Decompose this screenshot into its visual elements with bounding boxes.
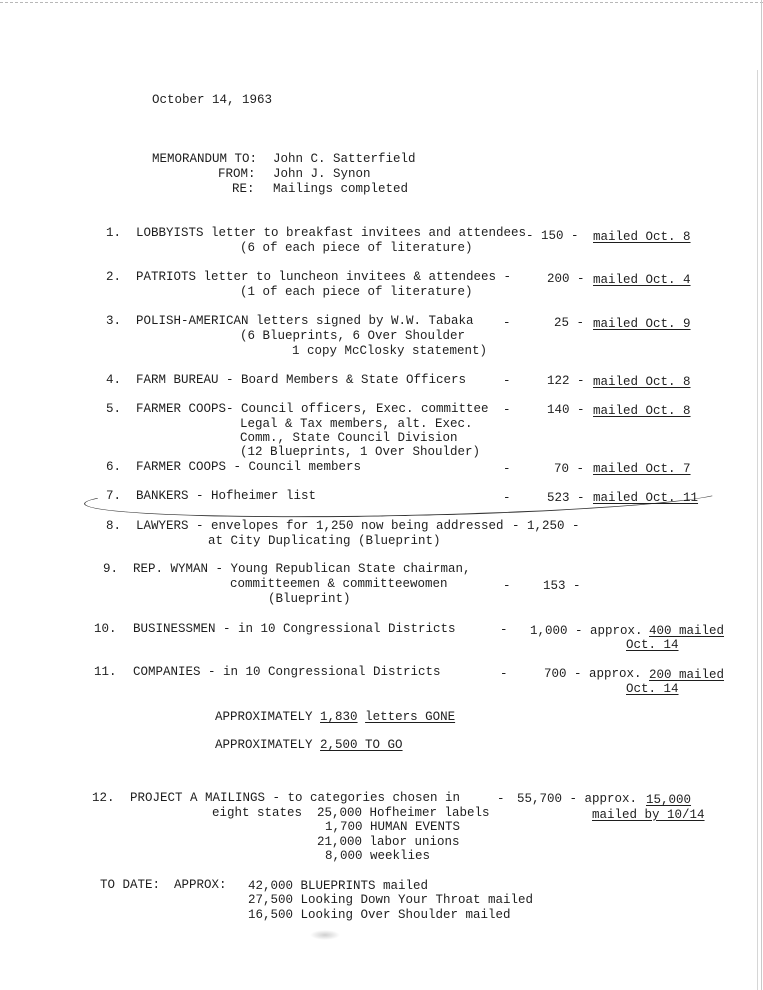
item-number: 10. xyxy=(94,622,117,636)
item-text: Comm., State Council Division xyxy=(240,431,458,445)
item-dash: - xyxy=(503,403,511,417)
item-dash: - xyxy=(503,462,511,476)
memo-from-label: FROM: xyxy=(218,167,256,181)
item-status-date: mailed by 10/14 xyxy=(592,808,705,822)
item-text: BUSINESSMEN - in 10 Congressional Districts xyxy=(133,622,456,636)
item-text: (1 of each piece of literature) xyxy=(240,285,473,299)
item-status: mailed Oct. 8 xyxy=(593,375,691,389)
item-number: 1. xyxy=(106,226,122,240)
summary-togo-value: 2,500 TO GO xyxy=(320,738,403,752)
item-number: 4. xyxy=(106,373,122,387)
item-text: LOBBYISTS letter to breakfast invitees and attendees xyxy=(136,226,527,240)
item-status-date: Oct. 14 xyxy=(626,682,679,696)
item-status: mailed Oct. 8 xyxy=(593,230,691,244)
summary-gone-suffix: letters GONE xyxy=(365,710,456,724)
item-dash: - xyxy=(503,374,511,388)
item-status: 15,000 xyxy=(646,793,692,807)
item-dash: - xyxy=(500,623,508,637)
item-count: 153 - xyxy=(543,579,581,593)
to-date-line: 27,500 Looking Down Your Throat mailed xyxy=(248,893,534,907)
item-text: POLISH-AMERICAN letters signed by W.W. Tabaka xyxy=(136,314,474,328)
item-text: REP. WYMAN - Young Republican State chairman, xyxy=(133,562,471,576)
summary-gone-prefix: APPROXIMATELY xyxy=(215,710,313,724)
item-number: 3. xyxy=(106,314,122,328)
item-status: mailed Oct. 7 xyxy=(593,462,691,476)
page-right-edge-outer xyxy=(761,0,762,990)
memo-to-label: MEMORANDUM TO: xyxy=(152,152,258,166)
breakdown-line: 8,000 weeklies xyxy=(325,849,431,863)
item-text: LAWYERS - envelopes for 1,250 now being addressed xyxy=(136,519,504,533)
item-text: BANKERS - Hofheimer list xyxy=(136,489,317,503)
item-count: 122 - xyxy=(547,374,585,388)
item-number: 5. xyxy=(106,402,122,416)
item-count: 200 - xyxy=(547,272,585,286)
item-text: (6 of each piece of literature) xyxy=(240,241,473,255)
item-text: (Blueprint) xyxy=(268,592,351,606)
item-text: FARM BUREAU - Board Members & State Officers xyxy=(136,373,467,387)
item-count: 70 - xyxy=(554,462,585,476)
memo-from-value: John J. Synon xyxy=(273,167,371,181)
item-dash: - xyxy=(497,792,505,806)
item-status: 200 mailed xyxy=(649,668,725,682)
item-status-date: Oct. 14 xyxy=(626,638,679,652)
item-count: 55,700 - approx. xyxy=(517,792,638,806)
item-text: FARMER COOPS- Council officers, Exec. committee xyxy=(136,402,489,416)
item-number: 8. xyxy=(106,519,122,533)
breakdown-line: 25,000 Hofheimer labels xyxy=(317,806,490,820)
item-text: PATRIOTS letter to luncheon invitees & attendees - xyxy=(136,270,512,284)
ink-smudge xyxy=(310,930,340,940)
item-number: 9. xyxy=(103,562,119,576)
item-text: 1 copy McClosky statement) xyxy=(292,344,488,358)
item-text: PROJECT A MAILINGS - to categories chosen in xyxy=(130,791,461,805)
item-count: 140 - xyxy=(547,403,585,417)
item-text: (12 Blueprints, 1 Over Shoulder) xyxy=(240,445,481,459)
memo-re-label: RE: xyxy=(232,182,255,196)
item-text: eight states xyxy=(212,806,303,820)
item-count: - 1,250 - xyxy=(512,519,580,533)
item-status: mailed Oct. 9 xyxy=(593,317,691,331)
memo-to-value: John C. Satterfield xyxy=(273,152,416,166)
item-dash: - xyxy=(500,667,508,681)
item-text: committeemen & committeewomen xyxy=(230,577,448,591)
item-text: FARMER COOPS - Council members xyxy=(136,460,362,474)
item-number: 12. xyxy=(92,791,115,805)
item-number: 11. xyxy=(94,665,117,679)
item-status: mailed Oct. 11 xyxy=(593,491,699,505)
summary-gone-number: 1,830 xyxy=(320,710,358,724)
item-text: Legal & Tax members, alt. Exec. xyxy=(240,417,473,431)
item-status: mailed Oct. 8 xyxy=(593,404,691,418)
page-top-edge xyxy=(0,2,763,3)
summary-togo-prefix: APPROXIMATELY xyxy=(215,738,313,752)
item-count: 25 - xyxy=(554,316,585,330)
item-text: at City Duplicating (Blueprint) xyxy=(208,534,441,548)
breakdown-line: 21,000 labor unions xyxy=(317,835,460,849)
breakdown-line: 1,700 HUMAN EVENTS xyxy=(325,820,461,834)
summary-gone xyxy=(215,710,455,725)
item-count: - 150 - xyxy=(526,229,579,243)
memo-date: October 14, 1963 xyxy=(152,93,273,107)
item-dash: - xyxy=(503,491,511,505)
item-text: (6 Blueprints, 6 Over Shoulder xyxy=(240,329,466,343)
item-dash: - xyxy=(503,579,511,593)
item-count: 700 - approx. xyxy=(544,667,642,681)
to-date-line: 16,500 Looking Over Shoulder mailed xyxy=(248,908,511,922)
to-date-label: TO DATE: xyxy=(100,878,161,892)
item-count: 1,000 - approx. xyxy=(530,624,643,638)
page-right-edge xyxy=(757,70,758,990)
item-count: 523 - xyxy=(547,491,585,505)
item-status: 400 mailed xyxy=(649,624,725,638)
summary-to-go xyxy=(215,738,403,753)
item-number: 2. xyxy=(106,270,122,284)
item-number: 6. xyxy=(106,460,122,474)
item-number: 7. xyxy=(106,489,122,503)
to-date-line: 42,000 BLUEPRINTS mailed xyxy=(248,879,429,893)
item-status: mailed Oct. 4 xyxy=(593,273,691,287)
item-dash: - xyxy=(503,316,511,330)
to-date-approx: APPROX: xyxy=(174,878,227,892)
memo-re-value: Mailings completed xyxy=(273,182,409,196)
item-text: COMPANIES - in 10 Congressional Districts xyxy=(133,665,441,679)
